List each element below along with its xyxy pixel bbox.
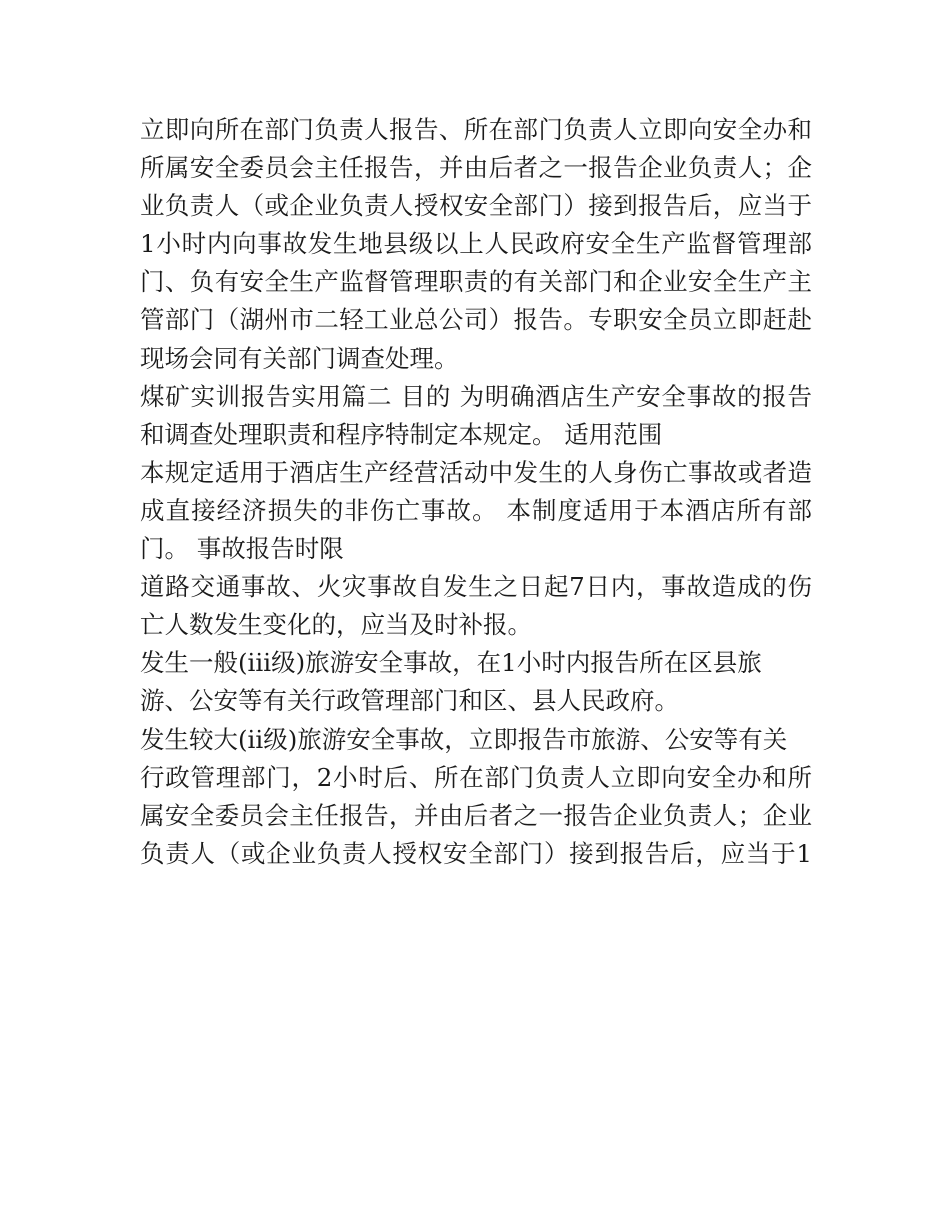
text-line: 属安全委员会主任报告，并由后者之一报告企业负责人；企业 bbox=[140, 800, 812, 830]
text-line: 管部门（湖州市二轻工业总公司）报告。专职安全员立即赶赴 bbox=[140, 305, 812, 335]
text-line: 负责人（或企业负责人授权安全部门）接到报告后，应当于1 bbox=[140, 838, 812, 868]
text-line: 门。 事故报告时限 bbox=[140, 534, 344, 564]
text-line: 和调查处理职责和程序特制定本规定。 适用范围 bbox=[140, 419, 663, 449]
text-line: 立即向所在部门负责人报告、所在部门负责人立即向安全办和 bbox=[140, 115, 812, 144]
text-line: 门、负有安全生产监督管理职责的有关部门和企业安全生产主 bbox=[140, 267, 812, 297]
text-line: 行政管理部门，2小时后、所在部门负责人立即向安全办和所 bbox=[140, 762, 812, 792]
text-line: 业负责人（或企业负责人授权安全部门）接到报告后，应当于 bbox=[140, 191, 812, 221]
text-line: 亡人数发生变化的，应当及时补报。 bbox=[140, 610, 532, 640]
text-line: 所属安全委员会主任报告，并由后者之一报告企业负责人；企 bbox=[140, 153, 812, 183]
text-line: 1小时内向事故发生地县级以上人民政府安全生产监督管理部 bbox=[140, 229, 812, 259]
text-line: 发生一般(iii级)旅游安全事故，在1小时内报告所在区县旅 bbox=[140, 648, 762, 678]
document-body bbox=[140, 111, 812, 873]
text-line: 游、公安等有关行政管理部门和区、县人民政府。 bbox=[140, 686, 679, 716]
text-line: 发生较大(ii级)旅游安全事故，立即报告市旅游、公安等有关 bbox=[140, 724, 788, 754]
text-line: 现场会同有关部门调查处理。 bbox=[140, 343, 459, 373]
text-line: 煤矿实训报告实用篇二 目的 为明确酒店生产安全事故的报告 bbox=[140, 381, 812, 411]
text-line: 本规定适用于酒店生产经营活动中发生的人身伤亡事故或者造 bbox=[140, 457, 812, 487]
text-line: 成直接经济损失的非伤亡事故。 本制度适用于本酒店所有部 bbox=[140, 495, 812, 525]
text-line: 道路交通事故、火灾事故自发生之日起7日内，事故造成的伤 bbox=[140, 572, 812, 602]
